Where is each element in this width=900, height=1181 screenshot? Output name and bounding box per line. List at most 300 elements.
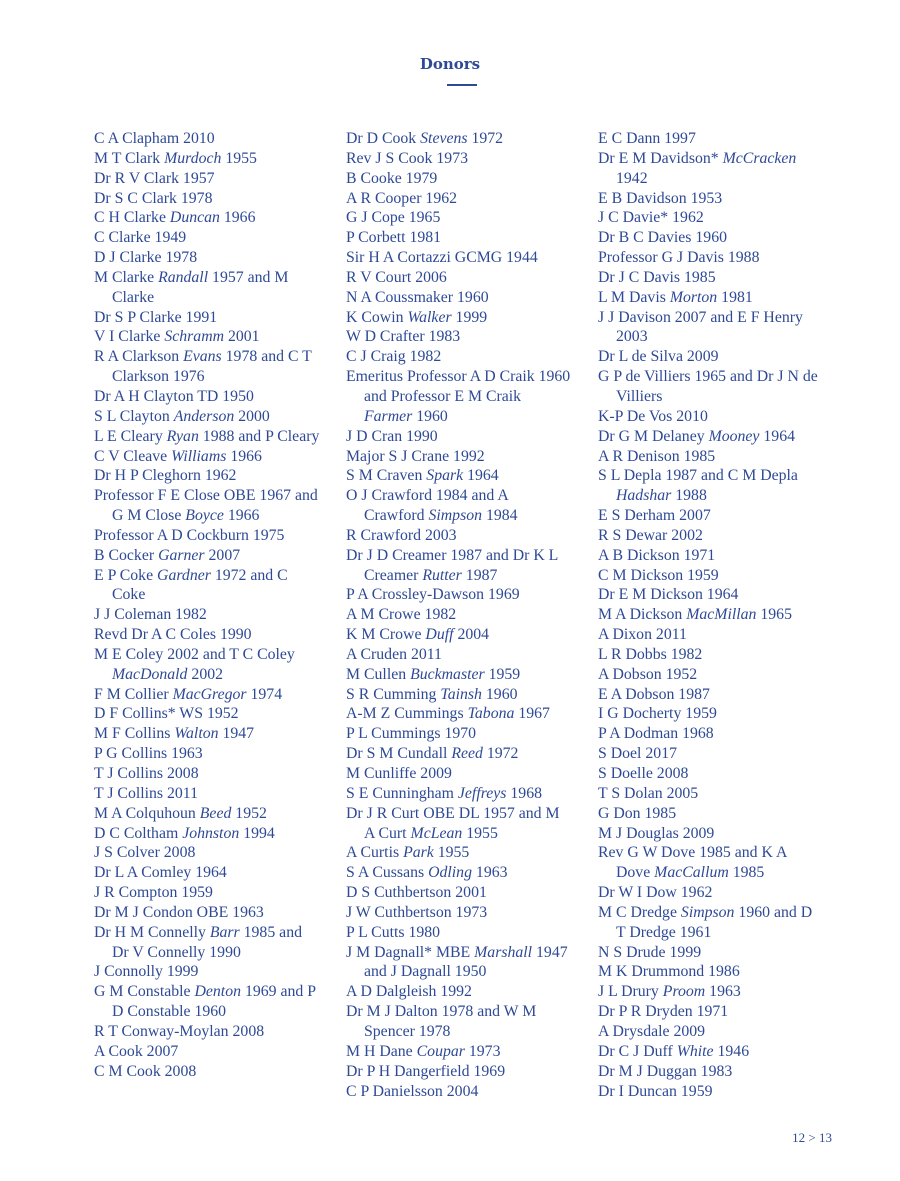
donor-year: 1963 — [705, 983, 741, 1001]
donor-entry — [598, 566, 824, 586]
donor-entry — [598, 347, 824, 367]
donor-entry — [598, 685, 824, 705]
donor-name: S L Depla 1987 and C M Depla — [598, 467, 798, 485]
donor-entry — [346, 447, 572, 467]
maiden-name: Evans — [183, 348, 222, 366]
donor-entry — [598, 804, 824, 824]
donor-name: S M Craven — [346, 467, 427, 485]
maiden-name: Duff — [425, 626, 454, 644]
donor-year: 2000 — [234, 407, 270, 425]
donor-entry — [598, 248, 824, 268]
maiden-name: Williams — [171, 447, 227, 465]
donor-name: K M Crowe — [346, 626, 426, 644]
donor-entry — [346, 288, 572, 308]
donor-name: Dr M J Dalton 1978 and W M Spencer 1978 — [346, 1003, 537, 1040]
maiden-name: Marshall — [474, 943, 533, 961]
donor-name: P Corbett 1981 — [346, 229, 442, 247]
donor-year: 1946 — [713, 1042, 750, 1060]
donor-name: M F Collins — [94, 725, 175, 743]
donor-entry — [598, 268, 824, 288]
donor-entry — [346, 367, 572, 427]
donor-entry — [94, 327, 320, 347]
donor-year: 2004 — [453, 626, 490, 644]
donor-name: E C Dann 1997 — [598, 130, 696, 147]
maiden-name: Rutter — [422, 566, 462, 584]
donor-year: 1964 — [759, 427, 795, 445]
donor-name: T J Collins 2011 — [94, 784, 199, 802]
page-number: 12 > 13 — [792, 1130, 832, 1145]
donor-name: M T Clark — [94, 149, 165, 167]
donor-entry — [94, 308, 320, 328]
donor-name: D S Cuthbertson 2001 — [346, 884, 487, 902]
donor-entry — [598, 189, 824, 209]
donor-entry — [94, 804, 320, 824]
donor-name: Dr A H Clayton TD 1950 — [94, 387, 254, 405]
donor-entry — [598, 546, 824, 566]
donor-name: N A Coussmaker 1960 — [346, 288, 489, 306]
donor-name: D C Coltham — [94, 824, 183, 842]
donor-entry — [94, 169, 320, 189]
maiden-name: Hadshar — [616, 487, 672, 505]
donor-entry — [598, 982, 824, 1002]
donor-entry — [94, 764, 320, 784]
donor-entry — [94, 903, 320, 923]
donor-name: G P de Villiers 1965 and Dr J N de Villiers — [598, 368, 818, 405]
donor-entry — [94, 149, 320, 169]
donor-entry — [346, 943, 572, 983]
donor-name: G Don 1985 — [598, 804, 677, 822]
donor-entry — [346, 208, 572, 228]
donor-entry — [346, 863, 572, 883]
maiden-name: Tainsh — [440, 685, 482, 703]
donor-name: Dr R V Clark 1957 — [94, 169, 215, 187]
donor-year: 1960 — [412, 407, 448, 425]
donor-entry — [94, 387, 320, 407]
donor-year: 1955 — [433, 844, 470, 862]
donor-year: 1994 — [239, 824, 275, 842]
donor-name: R T Conway-Moylan 2008 — [94, 1022, 265, 1040]
donor-entry — [346, 466, 572, 486]
maiden-name: Reed — [451, 745, 483, 763]
donor-entry — [598, 962, 824, 982]
maiden-name: Murdoch — [164, 149, 222, 167]
donor-entry — [346, 169, 572, 189]
donor-entry — [94, 566, 320, 606]
maiden-name: Duncan — [169, 209, 220, 227]
donor-name: Dr H M Connelly — [94, 923, 210, 941]
donor-name: C V Cleave — [94, 447, 172, 465]
donor-name: Dr D Cook — [346, 130, 421, 147]
donor-entry — [346, 704, 572, 724]
maiden-name: Farmer — [364, 407, 413, 425]
donor-entry — [598, 308, 824, 348]
maiden-name: Randall — [158, 268, 209, 286]
donor-entry — [598, 149, 824, 189]
donor-name: A Cook 2007 — [94, 1042, 179, 1060]
donor-name: E A Dobson 1987 — [598, 685, 710, 703]
donor-name: V I Clarke — [94, 328, 165, 346]
donor-name: S Doelle 2008 — [598, 765, 689, 782]
maiden-name: Beed — [199, 804, 232, 822]
donor-name: A R Denison 1985 — [598, 447, 716, 465]
donor-name: Dr L de Silva 2009 — [598, 348, 719, 366]
donor-entry — [346, 724, 572, 744]
donor-name: M A Dickson — [598, 606, 687, 624]
donor-year: 1967 — [514, 705, 550, 723]
donor-entry — [598, 744, 824, 764]
donor-name: Major S J Crane 1992 — [346, 447, 485, 465]
donor-entry — [598, 367, 824, 407]
donor-name: K-P De Vos 2010 — [598, 407, 708, 425]
maiden-name: Gardner — [157, 566, 211, 584]
donor-name: R V Court 2006 — [346, 268, 447, 286]
donor-entry — [598, 129, 824, 149]
donor-entry — [94, 923, 320, 963]
donor-name: M Cullen — [346, 665, 411, 683]
donor-entry — [346, 605, 572, 625]
donor-name: J D Cran 1990 — [346, 427, 438, 445]
donor-entry — [598, 1062, 824, 1082]
maiden-name: Barr — [209, 923, 240, 941]
donor-entry — [94, 843, 320, 863]
donor-year: 1968 — [506, 784, 542, 802]
donor-entry — [94, 605, 320, 625]
donor-name: Dr C J Duff — [598, 1042, 677, 1060]
donor-entry — [346, 1042, 572, 1062]
donor-entry — [598, 208, 824, 228]
donor-year: 1947 and J Dagnall 1950 — [364, 943, 568, 981]
maiden-name: Stevens — [420, 130, 468, 147]
page-title: Donors — [419, 55, 481, 73]
donor-name: M C Dredge — [598, 903, 681, 921]
donor-entry — [598, 824, 824, 844]
maiden-name: Tabona — [467, 705, 515, 723]
donor-year: 1973 — [464, 1042, 501, 1060]
donor-year: 1988 and P Cleary — [198, 427, 320, 445]
maiden-name: MacMillan — [686, 606, 757, 624]
donor-name: T J Collins 2008 — [94, 765, 199, 782]
maiden-name: Buckmaster — [410, 665, 485, 683]
donor-year: 1978 and C T Clarkson 1976 — [112, 348, 312, 386]
donor-name: P G Collins 1963 — [94, 745, 203, 763]
donor-year: 1957 and M Clarke — [112, 268, 289, 306]
donor-entry — [94, 466, 320, 486]
donor-year: 1972 and C Coke — [112, 566, 288, 604]
donor-name: M K Drummond 1986 — [598, 963, 740, 981]
donor-name: P A Dodman 1968 — [598, 725, 714, 743]
donor-name: Dr E M Davidson* — [598, 149, 723, 167]
donor-entry — [346, 843, 572, 863]
donor-entry — [346, 427, 572, 447]
donor-entry — [94, 863, 320, 883]
maiden-name: Park — [403, 844, 434, 862]
donor-entry — [346, 923, 572, 943]
donor-year: 1985 and Dr V Connelly 1990 — [112, 923, 302, 961]
donor-entry — [346, 129, 572, 149]
donor-name: Dr G M Delaney — [598, 427, 709, 445]
donor-entry — [598, 506, 824, 526]
donor-name: C A Clapham 2010 — [94, 130, 215, 147]
donor-name: S A Cussans — [346, 864, 429, 882]
donor-entry — [598, 1022, 824, 1042]
donor-entry — [94, 228, 320, 248]
donor-name: L M Davis — [598, 288, 670, 306]
donor-name: Dr M J Condon OBE 1963 — [94, 903, 264, 921]
donor-entry — [346, 546, 572, 586]
donor-entry — [94, 189, 320, 209]
donor-name: Dr M J Duggan 1983 — [598, 1062, 733, 1080]
donor-entry — [346, 982, 572, 1002]
title-underline — [447, 84, 477, 86]
donor-name: Dr H P Cleghorn 1962 — [94, 467, 237, 485]
donor-name: P L Cummings 1970 — [346, 725, 477, 743]
donor-name: Rev J S Cook 1973 — [346, 149, 469, 167]
donor-year: 1966 — [226, 447, 262, 465]
donor-name: E P Coke — [94, 566, 158, 584]
maiden-name: White — [676, 1042, 714, 1060]
donor-year: 1985 — [728, 864, 765, 882]
donor-entry — [598, 764, 824, 784]
donor-name: J R Compton 1959 — [94, 884, 213, 902]
donor-entry — [598, 228, 824, 248]
donor-entry — [598, 784, 824, 804]
donor-entry — [94, 347, 320, 387]
donor-entry — [94, 1022, 320, 1042]
donor-entry — [346, 1002, 572, 1042]
donor-entry — [94, 427, 320, 447]
donor-entry — [94, 486, 320, 526]
donor-name: C M Cook 2008 — [94, 1062, 197, 1080]
maiden-name: Spark — [426, 467, 464, 485]
donor-name: S Doel 2017 — [598, 745, 677, 763]
maiden-name: Simpson — [680, 903, 735, 921]
donor-entry — [94, 824, 320, 844]
donor-name: R A Clarkson — [94, 348, 184, 366]
donor-name: A Cruden 2011 — [346, 645, 442, 663]
donor-name: T S Dolan 2005 — [598, 784, 699, 802]
donor-entry — [346, 149, 572, 169]
donor-entry — [94, 1062, 320, 1082]
donor-entry — [598, 526, 824, 546]
donor-name: Dr J R Curt OBE DL 1957 and M A Curt — [346, 804, 560, 842]
maiden-name: McLean — [410, 824, 463, 842]
donor-entry — [346, 1082, 572, 1102]
donor-entry — [94, 883, 320, 903]
donor-year: 2002 — [187, 665, 224, 683]
maiden-name: Ryan — [166, 427, 199, 445]
donor-entry — [94, 962, 320, 982]
donor-year: 1965 — [756, 606, 792, 624]
donor-name: S R Cumming — [346, 685, 441, 703]
maiden-name: Morton — [669, 288, 718, 306]
donor-entry — [598, 704, 824, 724]
donor-name: C Clarke 1949 — [94, 229, 187, 247]
donor-entry — [346, 645, 572, 665]
donor-entry — [94, 268, 320, 308]
donor-entry — [598, 585, 824, 605]
donor-name: J M Dagnall* MBE — [346, 943, 475, 961]
donor-entry — [94, 685, 320, 705]
donor-name: I G Docherty 1959 — [598, 705, 717, 723]
donor-column-3 — [598, 129, 824, 1101]
donor-entry — [94, 546, 320, 566]
maiden-name: Walker — [407, 308, 452, 326]
donor-entry — [346, 685, 572, 705]
maiden-name: Walton — [174, 725, 219, 743]
donor-year: 1972 — [482, 745, 519, 763]
donor-entry — [346, 347, 572, 367]
donor-entry — [94, 526, 320, 546]
donor-name: L E Cleary — [94, 427, 167, 445]
donor-name: Dr I Duncan 1959 — [598, 1082, 713, 1100]
donor-year: 1974 — [246, 685, 283, 703]
donor-entry — [598, 883, 824, 903]
donor-entry — [598, 903, 824, 943]
donor-year: 1999 — [451, 308, 488, 326]
donor-entry — [598, 1042, 824, 1062]
donor-entry — [94, 208, 320, 228]
donor-name: M Cunliffe 2009 — [346, 765, 452, 782]
donor-name: J L Drury — [598, 983, 663, 1001]
donor-year: 1959 — [484, 665, 521, 683]
donor-name: A Drysdale 2009 — [598, 1022, 706, 1040]
donor-name: A Curtis — [346, 844, 404, 862]
donor-name: C P Danielsson 2004 — [346, 1082, 479, 1100]
donor-name: Dr E M Dickson 1964 — [598, 586, 739, 604]
donor-name: S L Clayton — [94, 407, 174, 425]
donor-name: S E Cunningham — [346, 784, 458, 802]
donor-entry — [598, 625, 824, 645]
donor-name: L R Dobbs 1982 — [598, 645, 703, 663]
maiden-name: Simpson — [428, 507, 483, 525]
donor-entry — [94, 407, 320, 427]
maiden-name: Garner — [158, 546, 205, 564]
maiden-name: Proom — [662, 983, 706, 1001]
donor-name: D F Collins* WS 1952 — [94, 705, 239, 723]
donor-name: Revd Dr A C Coles 1990 — [94, 626, 252, 644]
donor-entry — [94, 1042, 320, 1062]
donor-entry — [598, 1082, 824, 1102]
donor-name: Emeritus Professor A D Craik 1960 and Professor E M Craik — [346, 368, 571, 405]
donor-year: 1963 — [471, 864, 508, 882]
donor-name: Dr J C Davis 1985 — [598, 268, 716, 286]
donor-name: P A Crossley-Dawson 1969 — [346, 586, 520, 604]
donor-entry — [346, 585, 572, 605]
donor-entry — [598, 466, 824, 506]
donor-entry — [346, 804, 572, 844]
donor-name: B Cooke 1979 — [346, 169, 438, 187]
donor-name: Rev G W Dove 1985 and K A Dove — [598, 844, 787, 882]
donor-entry — [346, 308, 572, 328]
donor-year: 1966 — [223, 507, 260, 525]
donor-year: 2001 — [224, 328, 260, 346]
donor-entry — [598, 447, 824, 467]
donor-entry — [598, 605, 824, 625]
donor-name: Dr P H Dangerfield 1969 — [346, 1062, 506, 1080]
donor-name: Dr W I Dow 1962 — [598, 884, 713, 902]
donor-name: J Connolly 1999 — [94, 963, 199, 981]
donor-name: J S Colver 2008 — [94, 844, 196, 862]
donor-name: Professor A D Cockburn 1975 — [94, 526, 285, 544]
donor-entry — [598, 1002, 824, 1022]
donor-name: A M Crowe 1982 — [346, 606, 457, 624]
donor-name: A B Dickson 1971 — [598, 546, 716, 564]
donor-year: 1966 — [219, 209, 256, 227]
donor-name: A-M Z Cummings — [346, 705, 468, 723]
donor-entry — [346, 248, 572, 268]
donor-name: C M Dickson 1959 — [598, 566, 719, 584]
donor-name: G M Constable — [94, 983, 195, 1001]
donor-entry — [346, 764, 572, 784]
donor-name: Dr S C Clark 1978 — [94, 189, 213, 207]
donor-name: J W Cuthbertson 1973 — [346, 903, 488, 921]
donor-entry — [598, 843, 824, 883]
donor-name: E B Davidson 1953 — [598, 189, 723, 207]
donor-name: R Crawford 2003 — [346, 526, 457, 544]
donor-name: K Cowin — [346, 308, 408, 326]
donor-year: 1984 — [482, 507, 518, 525]
donor-name: Dr B C Davies 1960 — [598, 229, 727, 247]
maiden-name: Jeffreys — [457, 784, 507, 802]
donor-entry — [346, 327, 572, 347]
donor-entry — [346, 526, 572, 546]
donor-entry — [94, 129, 320, 149]
maiden-name: Johnston — [182, 824, 240, 842]
maiden-name: MacCallum — [654, 864, 729, 882]
donor-name: W D Crafter 1983 — [346, 328, 461, 346]
donor-year: 1981 — [717, 288, 753, 306]
donor-name: Dr L A Comley 1964 — [94, 864, 227, 882]
donor-name: Professor F E Close OBE 1967 and G M Close — [94, 487, 318, 525]
donor-name: J J Davison 2007 and E F Henry 2003 — [598, 308, 803, 346]
donor-column-2 — [346, 129, 572, 1101]
donor-name: A Dixon 2011 — [598, 626, 687, 644]
donor-year: 1942 — [616, 169, 648, 187]
donor-entry — [598, 427, 824, 447]
donor-name: R S Dewar 2002 — [598, 526, 703, 544]
donor-name: J C Davie* 1962 — [598, 209, 704, 227]
donor-year: 1964 — [463, 467, 499, 485]
donor-year: 1988 — [671, 487, 707, 505]
maiden-name: Anderson — [173, 407, 235, 425]
donor-year: 1955 — [221, 149, 257, 167]
donor-name: M Clarke — [94, 268, 159, 286]
donor-entry — [94, 784, 320, 804]
donor-entry — [346, 744, 572, 764]
maiden-name: Odling — [428, 864, 472, 882]
donor-entry — [346, 903, 572, 923]
donor-year: 1955 — [462, 824, 498, 842]
donor-name: P L Cutts 1980 — [346, 923, 441, 941]
donor-name: Sir H A Cortazzi GCMG 1944 — [346, 249, 538, 267]
donor-name: Dr S P Clarke 1991 — [94, 308, 218, 326]
maiden-name: Boyce — [185, 507, 224, 525]
donor-year: 1969 and P D Constable 1960 — [112, 983, 316, 1021]
donor-column-1 — [94, 129, 320, 1082]
donor-entry — [94, 982, 320, 1022]
maiden-name: MacGregor — [172, 685, 247, 703]
donor-name: B Cocker — [94, 546, 159, 564]
donor-name: E S Derham 2007 — [598, 507, 711, 525]
donor-entry — [598, 288, 824, 308]
donor-name: A D Dalgleish 1992 — [346, 983, 472, 1001]
donor-name: Dr P R Dryden 1971 — [598, 1003, 729, 1021]
donor-entry — [346, 1062, 572, 1082]
donor-year: 1972 — [467, 130, 504, 147]
donor-entry — [598, 724, 824, 744]
donor-name: O J Crawford 1984 and A Crawford — [346, 487, 508, 525]
donor-name: A R Cooper 1962 — [346, 189, 458, 207]
